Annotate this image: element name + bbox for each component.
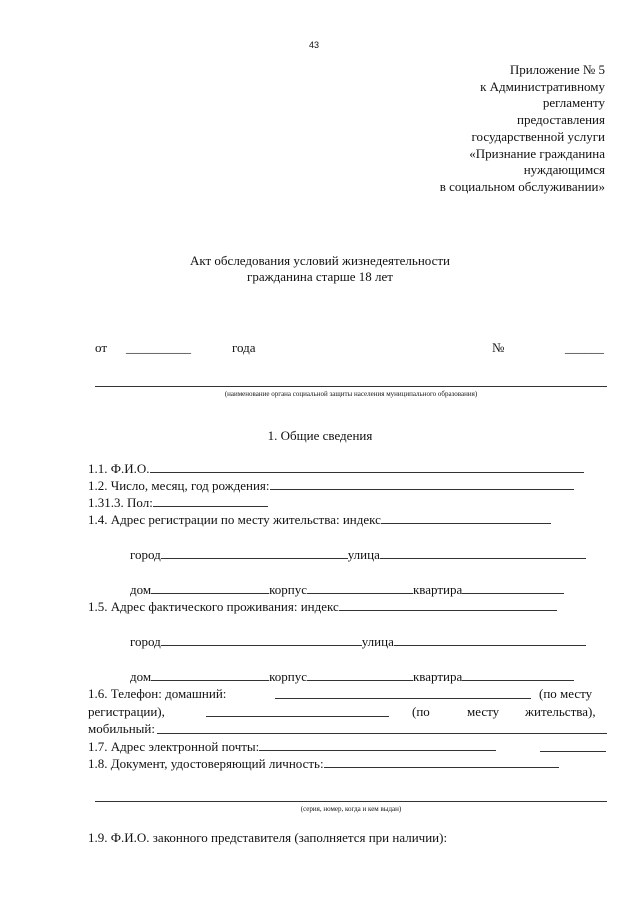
mestu-label: месту xyxy=(467,704,500,719)
actual-city-field[interactable] xyxy=(161,634,362,646)
sex-field[interactable] xyxy=(153,495,268,507)
actual-index-field[interactable] xyxy=(339,599,557,611)
appendix-line: «Признание гражданина xyxy=(469,145,605,161)
apartment-label: квартира xyxy=(412,669,463,684)
appendix-line: в социальном обслуживании» xyxy=(439,178,605,194)
section-heading: 1. Общие сведения xyxy=(267,428,373,443)
birth-field[interactable] xyxy=(270,478,574,490)
doc-details-line[interactable] xyxy=(95,801,607,802)
sex-row xyxy=(88,495,268,510)
appendix-block xyxy=(305,62,605,196)
date-blank[interactable]: __________ xyxy=(126,340,191,355)
actual-building-field[interactable] xyxy=(307,669,413,681)
year-label: года xyxy=(232,340,256,355)
reg-house-field[interactable] xyxy=(151,582,269,594)
appendix-line: государственной услуги xyxy=(471,128,605,144)
fio-label: 1.1. Ф.И.О. xyxy=(88,461,150,476)
document-subtitle: гражданина старше 18 лет xyxy=(247,269,393,284)
document-title: Акт обследования условий жизнедеятельности xyxy=(189,253,451,268)
mobile-field[interactable] xyxy=(157,733,607,734)
po-label: (по xyxy=(412,704,430,719)
registration-label: регистрации), xyxy=(88,704,165,719)
by-place-label: (по месту xyxy=(539,686,593,701)
from-label: от xyxy=(95,340,108,355)
fio-row xyxy=(88,461,584,476)
house-label: дом xyxy=(130,582,152,597)
appendix-line: Приложение № 5 xyxy=(509,62,605,77)
org-caption: (наименование органа социальной защиты населения муниципального образования) xyxy=(224,390,478,398)
actual-city-row xyxy=(130,634,586,649)
email-row xyxy=(88,739,496,754)
doc-label: 1.8. Документ, удостоверяющий личность: xyxy=(88,756,324,771)
actual-house-row xyxy=(130,669,574,684)
reg-address-row xyxy=(88,512,551,527)
reg-address-label: 1.4. Адрес регистрации по месту жительства: индекс xyxy=(88,512,381,527)
sex-label: 1.31.3. Пол: xyxy=(88,495,153,510)
appendix-line: нуждающимся xyxy=(523,162,605,178)
reg-city-row xyxy=(130,547,586,562)
building-label: корпус xyxy=(269,669,307,684)
number-label: № xyxy=(492,340,505,355)
house-label: дом xyxy=(130,669,152,684)
actual-address-row xyxy=(88,599,557,614)
street-label: улица xyxy=(361,634,394,649)
appendix-line: предоставления xyxy=(517,112,605,128)
apartment-label: квартира xyxy=(412,582,463,597)
email-field[interactable] xyxy=(259,739,496,751)
phone-home-label: 1.6. Телефон: домашний: xyxy=(88,686,227,701)
actual-apartment-field[interactable] xyxy=(462,669,574,681)
reg-building-field[interactable] xyxy=(307,582,413,594)
appendix-line: к Административному xyxy=(480,78,605,94)
birth-label: 1.2. Число, месяц, год рождения: xyxy=(88,478,270,493)
doc-caption: (серия, номер, когда и кем выдан) xyxy=(300,805,402,813)
residence-label: жительства), xyxy=(525,704,596,719)
doc-row xyxy=(88,756,559,771)
page-number: 43 xyxy=(309,40,320,50)
email-label: 1.7. Адрес электронной почты: xyxy=(88,739,260,754)
reg-street-field[interactable] xyxy=(380,547,586,559)
fio-field[interactable] xyxy=(150,461,584,473)
phone-residence-field[interactable] xyxy=(206,716,389,717)
representative-label: 1.9. Ф.И.О. законного представителя (заполняется при наличии): xyxy=(88,830,448,845)
city-label: город xyxy=(130,634,161,649)
city-label: город xyxy=(130,547,161,562)
actual-street-field[interactable] xyxy=(394,634,586,646)
birth-row xyxy=(88,478,574,493)
doc-field[interactable] xyxy=(324,756,559,768)
email-field-tail[interactable] xyxy=(540,751,606,752)
reg-city-field[interactable] xyxy=(161,547,348,559)
phone-home-field[interactable] xyxy=(275,698,531,699)
appendix-line: регламенту xyxy=(542,95,605,111)
actual-address-label: 1.5. Адрес фактического проживания: индекс xyxy=(88,599,339,614)
street-label: улица xyxy=(347,547,380,562)
org-name-line[interactable] xyxy=(95,386,607,387)
mobile-label: мобильный: xyxy=(88,721,155,736)
reg-index-field[interactable] xyxy=(381,512,551,524)
reg-apartment-field[interactable] xyxy=(462,582,564,594)
building-label: корпус xyxy=(269,582,307,597)
number-blank[interactable]: ______ xyxy=(565,340,604,355)
reg-house-row xyxy=(130,582,564,597)
actual-house-field[interactable] xyxy=(151,669,269,681)
